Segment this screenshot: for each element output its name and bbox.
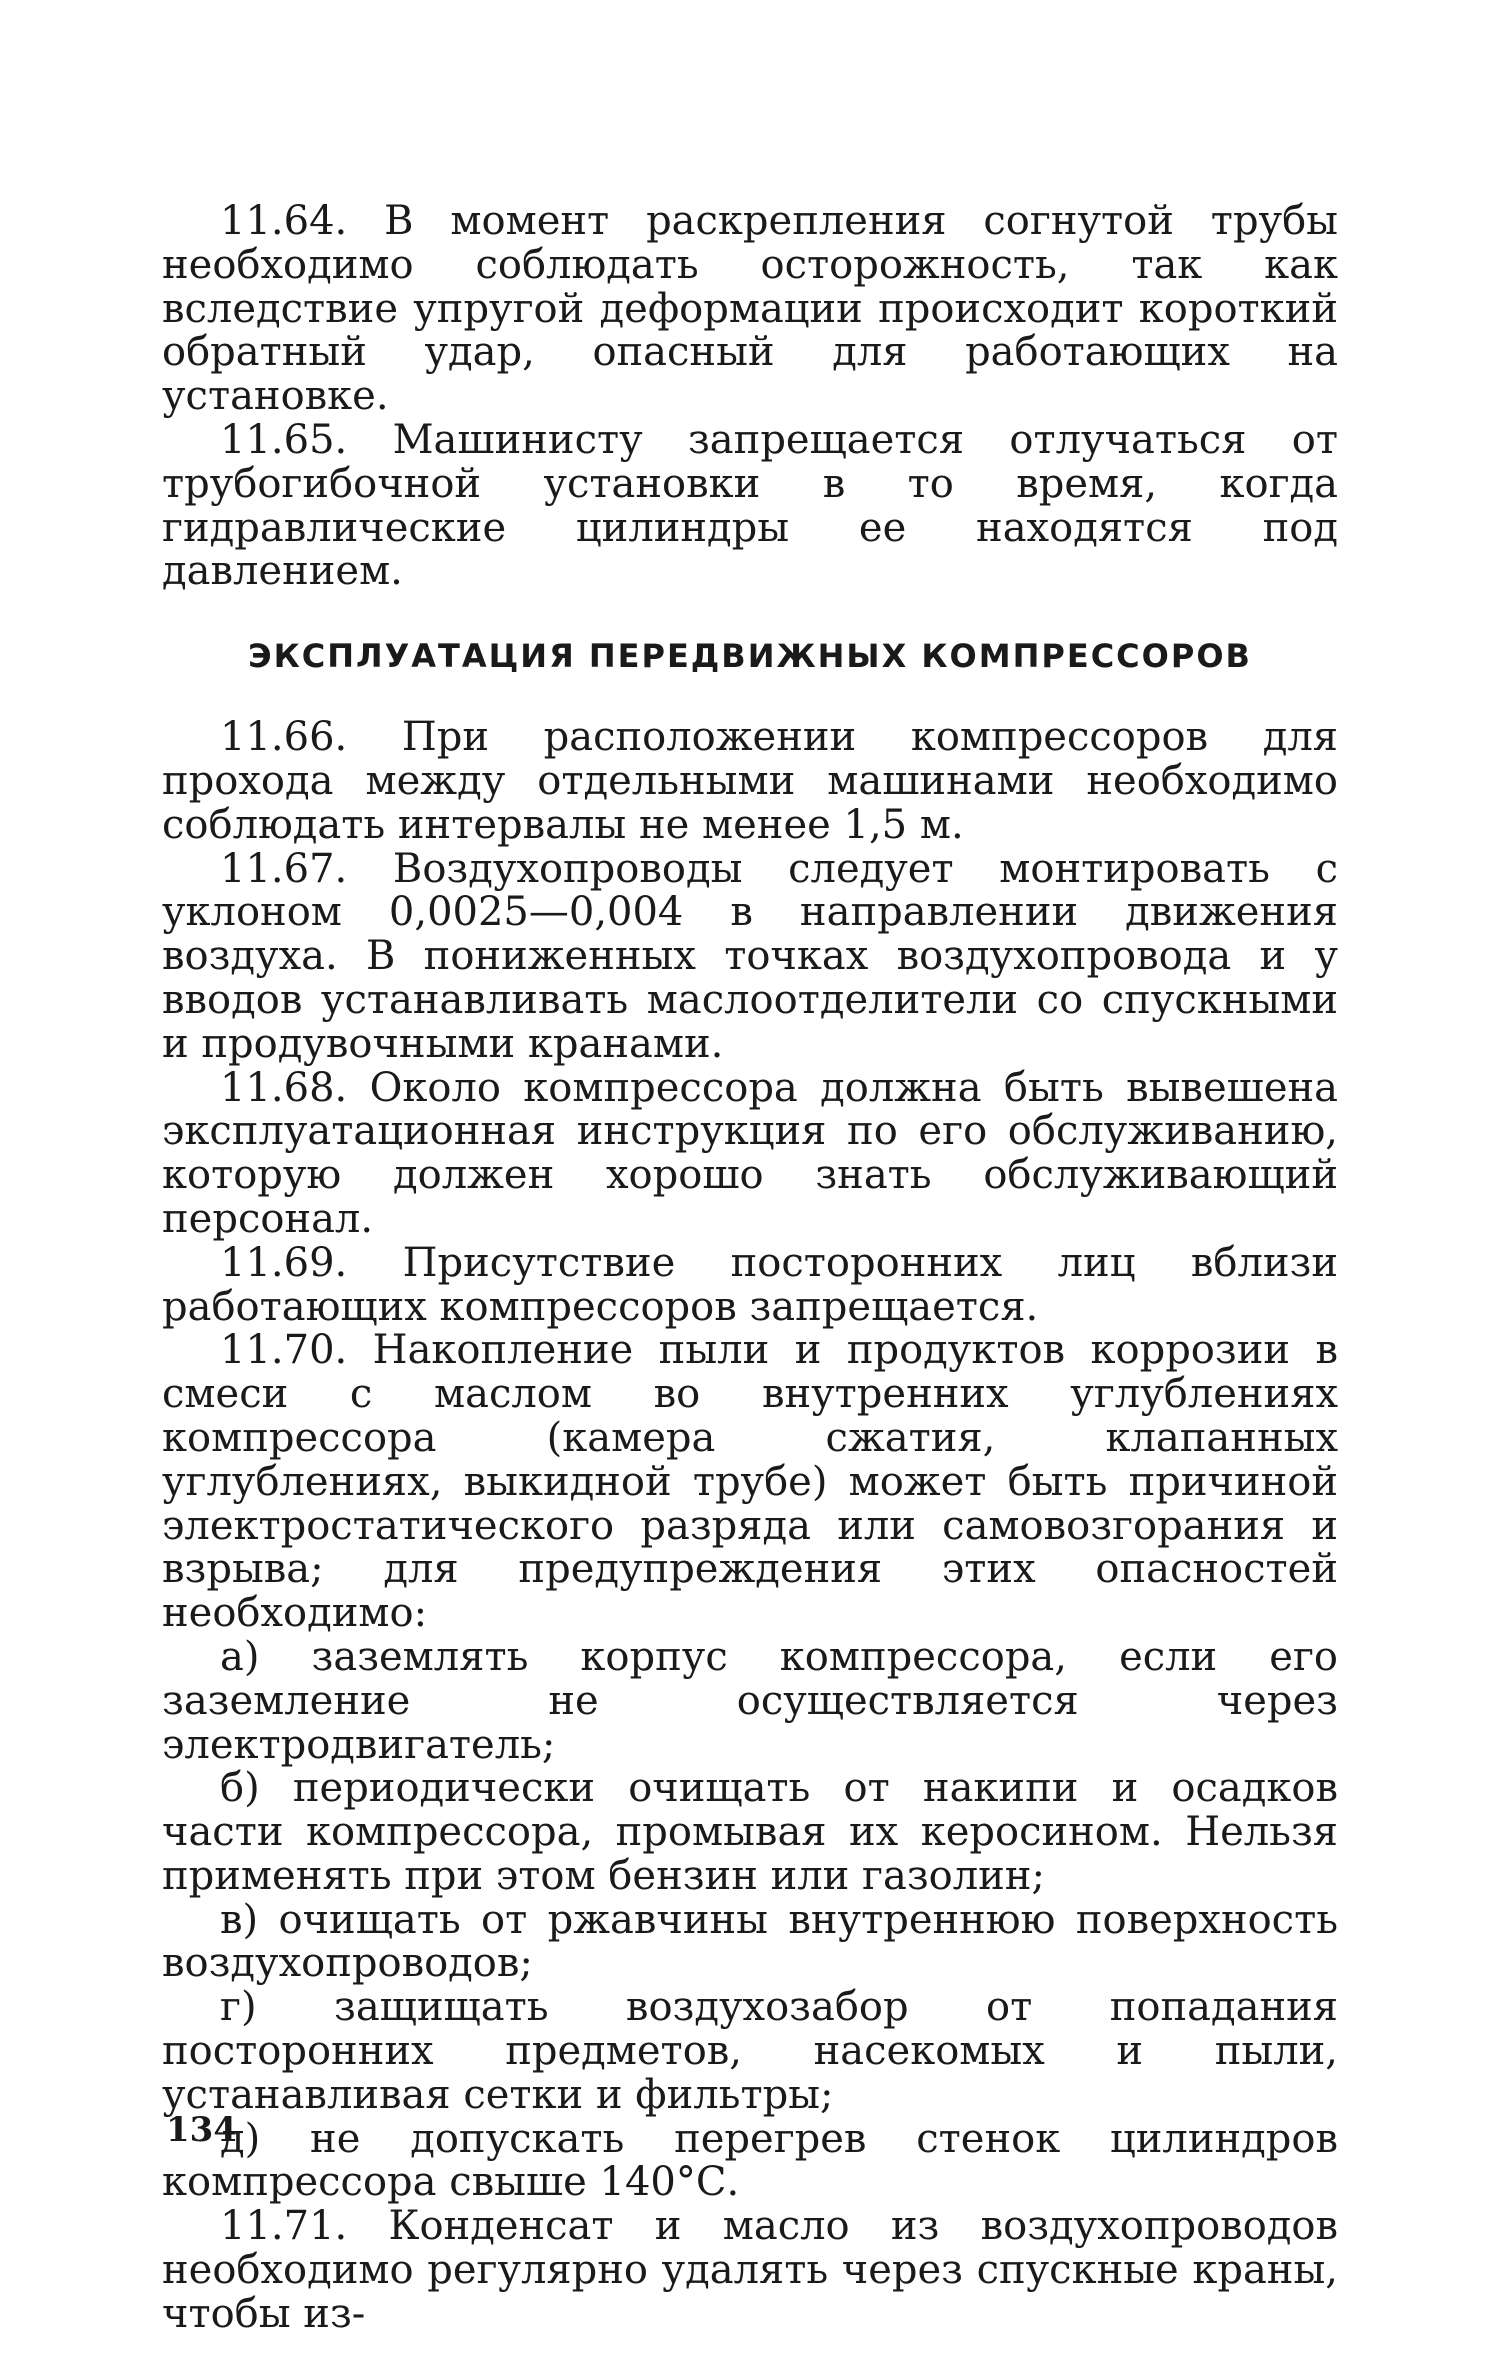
paragraph-11-70: 11.70. Накопление пыли и продуктов коррозии в смеси с маслом во внутренних углублениях компрессора (камера сжатия, клапанных углублениях, выкидной трубе) может быть причиной электростатического разряда или самовозгорания и взрыва; для предупреждения этих опасностей необходимо: bbox=[162, 1327, 1338, 1637]
paragraph-11-68: 11.68. Около компрессора должна быть вывешена эксплуатационная инструкция по его обслуживанию, которую должен хорошо знать обслуживающий персонал. bbox=[162, 1064, 1338, 1242]
paragraph-11-64: 11.64. В момент раскрепления согнутой трубы необходимо соблюдать осторожность, так как вследствие упругой деформации происходит короткий обратный удар, опасный для работающих на установке. bbox=[162, 198, 1338, 420]
list-item-g: г) защищать воздухозабор от попадания посторонних предметов, насекомых и пыли, устанавливая сетки и фильтры; bbox=[162, 1984, 1338, 2118]
page-number: 134 bbox=[166, 2110, 237, 2150]
page-body bbox=[162, 200, 1338, 2337]
paragraph-11-69: 11.69. Присутствие посторонних лиц вблизи работающих компрессоров запрещается. bbox=[162, 1239, 1338, 1330]
paragraph-11-67: 11.67. Воздухопроводы следует монтировать с уклоном 0,0025—0,004 в направлении движения воздуха. В пониженных точках воздухопровода и у вводов устанавливать маслоотделители со спускными и продувочными кранами. bbox=[162, 845, 1338, 1067]
list-item-a: а) заземлять корпус компрессора, если его заземление не осуществляется через электродвигатель; bbox=[162, 1633, 1338, 1768]
list-item-d: д) не допускать перегрев стенок цилиндров компрессора свыше 140°С. bbox=[162, 2115, 1338, 2206]
paragraph-11-65: 11.65. Машинисту запрещается отлучаться от трубогибочной установки в то время, когда гидравлические цилиндры ее находятся под давлением. bbox=[162, 416, 1338, 595]
list-item-v: в) очищать от ржавчины внутреннюю поверхность воздухопроводов; bbox=[162, 1896, 1338, 1987]
paragraph-11-71: 11.71. Конденсат и масло из воздухопроводов необходимо регулярно удалять через спускные краны, чтобы из- bbox=[162, 2203, 1338, 2337]
paragraph-11-66: 11.66. При расположении компрессоров для прохода между отдельными машинами необходимо соблюдать интервалы не менее 1,5 м. bbox=[162, 714, 1338, 848]
section-heading: ЭКСПЛУАТАЦИЯ ПЕРЕДВИЖНЫХ КОМПРЕССОРОВ bbox=[248, 637, 1252, 676]
list-item-b: б) периодически очищать от накипи и осадков части компрессора, промывая их керосином. Нельзя применять при этом бензин или газолин; bbox=[162, 1765, 1338, 1899]
